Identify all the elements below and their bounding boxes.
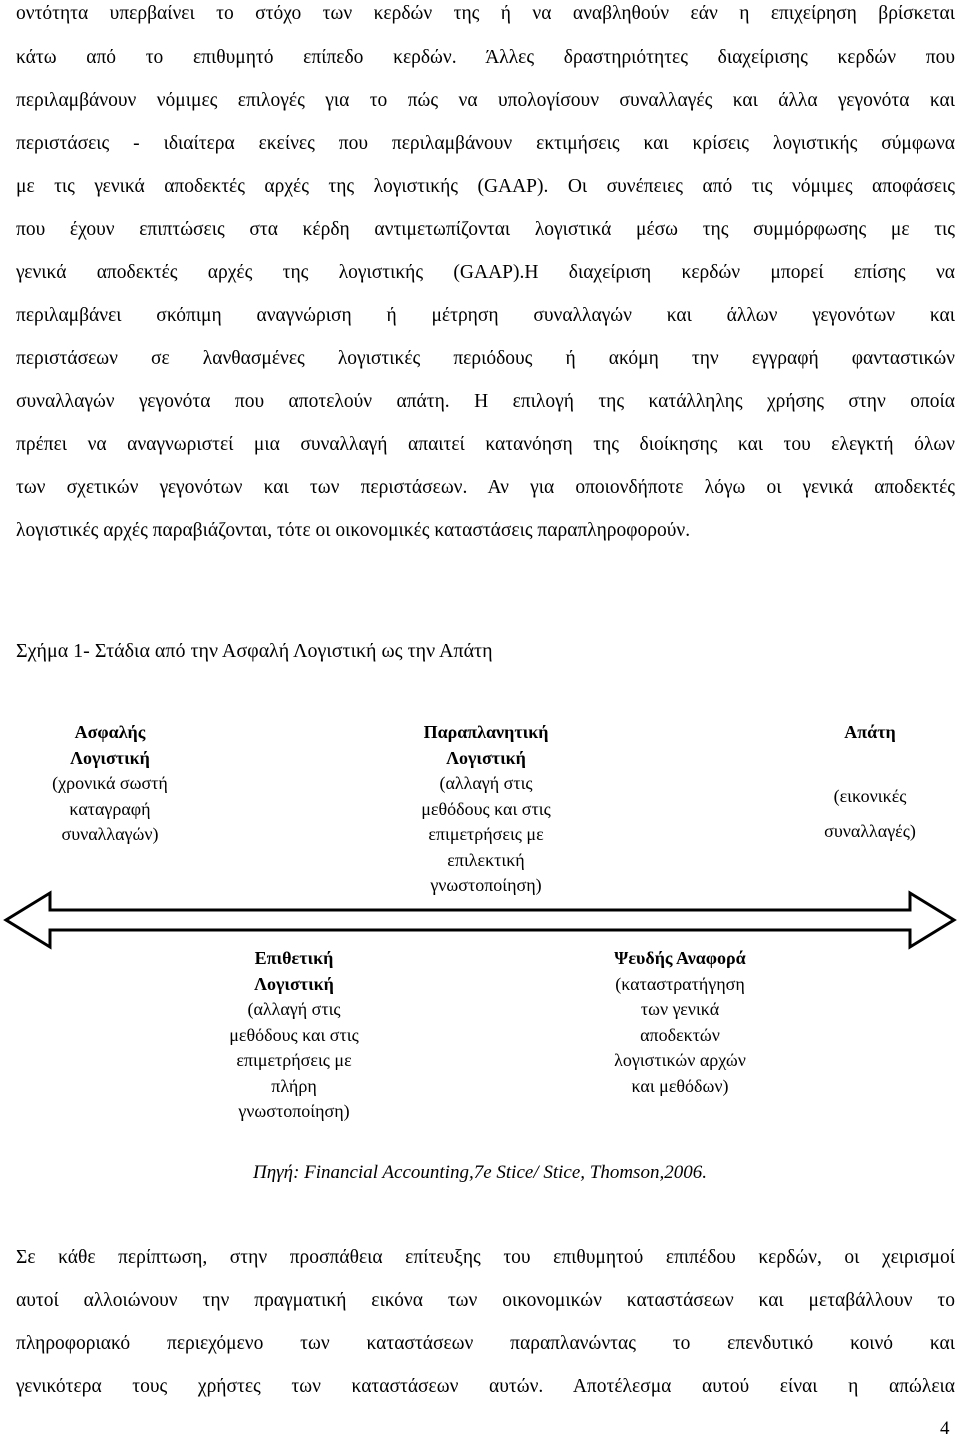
text-line: οντότητα υπερβαίνει το στόχο των κερδών της ή να αναβληθούν εάν η επιχείρηση βρίσκεται <box>16 3 955 24</box>
stage-desc: μεθόδους και στις <box>421 798 551 819</box>
stage-title: Ψευδής Αναφορά <box>614 948 746 968</box>
text-line: περιστάσεων σε λανθασμένες λογιστικές περιόδους ή ακόμη την εγγραφή φανταστικών <box>16 348 955 369</box>
text-line: Σε κάθε περίπτωση, στην προσπάθεια επίτευξης του επιθυμητού επιπέδου κερδών, οι χειρισμοί <box>16 1247 955 1268</box>
stage-title: Απάτη <box>844 722 896 742</box>
stage-desc: λογιστικών αρχών <box>614 1050 746 1070</box>
stage-false-reporting <box>570 946 790 1099</box>
text-line: περιλαμβάνουν νόμιμες επιλογές για το πώς να υπολογίσουν συναλλαγές και άλλα γεγονότα και <box>16 90 955 111</box>
stage-desc: επιλεκτική <box>447 849 525 870</box>
text-line: πληροφοριακό περιεχόμενο των καταστάσεων παραπλανώντας το επενδυτικό κοινό και <box>16 1333 955 1354</box>
stage-desc: (καταστρατήγηση <box>615 973 745 994</box>
text-line: λογιστικές αρχές παραβιάζονται, τότε οι οικονομικές καταστάσεις παραπληροφορούν. <box>16 520 691 541</box>
figure-source: Πηγή: Financial Accounting,7e Stice/ Stice, Thomson,2006. <box>253 1162 707 1183</box>
text-line: συναλλαγών γεγονότα που αποτελούν απάτη. Η επιλογή της κατάλληλης χρήσης στην οποία <box>16 391 955 412</box>
stage-desc: γνωστοποίηση) <box>430 875 542 895</box>
stage-aggressive-accounting <box>194 946 394 1125</box>
text-line: περιστάσεις - ιδιαίτερα εκείνες που περιλαμβάνουν εκτιμήσεις και κρίσεις λογιστικής σύμφωνα <box>16 133 955 154</box>
stage-desc: επιμετρήσεις με <box>428 824 544 844</box>
stage-title: Ασφαλής <box>74 722 146 742</box>
stage-desc: επιμετρήσεις με <box>236 1050 352 1070</box>
stage-desc: γνωστοποίηση) <box>238 1101 350 1121</box>
stage-title: Λογιστική <box>70 747 150 768</box>
stage-desc: πλήρη <box>271 1075 317 1096</box>
text-line: πρέπει να αναγνωριστεί μια συναλλαγή απαιτεί κατανόηση της διοίκησης και του ελεγκτή όλων <box>16 434 955 455</box>
stage-desc: συναλλαγές) <box>824 821 916 841</box>
stage-desc: συναλλαγών) <box>61 824 159 844</box>
stage-desc: και μεθόδων) <box>631 1075 729 1096</box>
text-line: αυτοί αλλοιώνουν την πραγματική εικόνα των οικονομικών καταστάσεων και μεταβάλλουν το <box>16 1290 955 1311</box>
text-line: περιλαμβάνει σκόπιμη αναγνώριση ή μέτρηση συναλλαγών και άλλων γεγονότων και <box>16 305 955 326</box>
stage-desc: (χρονικά σωστή <box>52 773 168 793</box>
stage-desc: (αλλαγή στις <box>247 999 341 1019</box>
stage-title: Λογιστική <box>254 973 334 994</box>
text-line: κάτω από το επιθυμητό επίπεδο κερδών. Άλλες δραστηριότητες διαχείρισης κερδών που <box>16 47 955 68</box>
stage-desc: μεθόδους και στις <box>229 1024 359 1045</box>
stage-desc: των γενικά <box>640 999 720 1019</box>
stage-fraud <box>790 720 950 845</box>
stage-desc: (αλλαγή στις <box>439 773 533 793</box>
text-line: των σχετικών γεγονότων και των περιστάσεων. Αν για οποιονδήποτε λόγω οι γενικά αποδεκτές <box>16 477 955 498</box>
figure-caption: Σχήμα 1- Στάδια από την Ασφαλή Λογιστική ως την Απάτη <box>16 640 493 662</box>
double-arrow <box>0 890 960 950</box>
stage-misleading-accounting <box>386 720 586 899</box>
stage-title: Επιθετική <box>254 948 334 968</box>
stage-desc: (εικονικές <box>833 785 907 806</box>
text-line: με τις γενικά αποδεκτές αρχές της λογιστικής (GAAP). Οι συνέπειες από τις νόμιμες αποφάσεις <box>16 176 955 197</box>
stage-desc: αποδεκτών <box>640 1024 720 1045</box>
stage-title: Λογιστική <box>446 747 526 768</box>
text-line: γενικά αποδεκτές αρχές της λογιστικής (GAAP).Η διαχείριση κερδών μπορεί επίσης να <box>16 262 955 283</box>
text-line: που έχουν επιπτώσεις στα κέρδη αντιμετωπίζονται λογιστικά μέσω της συμμόρφωσης με τις <box>16 219 955 240</box>
stage-desc: καταγραφή <box>69 798 151 819</box>
stage-title: Παραπλανητική <box>423 722 549 742</box>
text-line: γενικότερα τους χρήστες των καταστάσεων αυτών. Αποτέλεσμα αυτού είναι η απώλεια <box>16 1376 955 1397</box>
stage-safe-accounting <box>20 720 200 848</box>
page-number: 4 <box>940 1418 950 1439</box>
